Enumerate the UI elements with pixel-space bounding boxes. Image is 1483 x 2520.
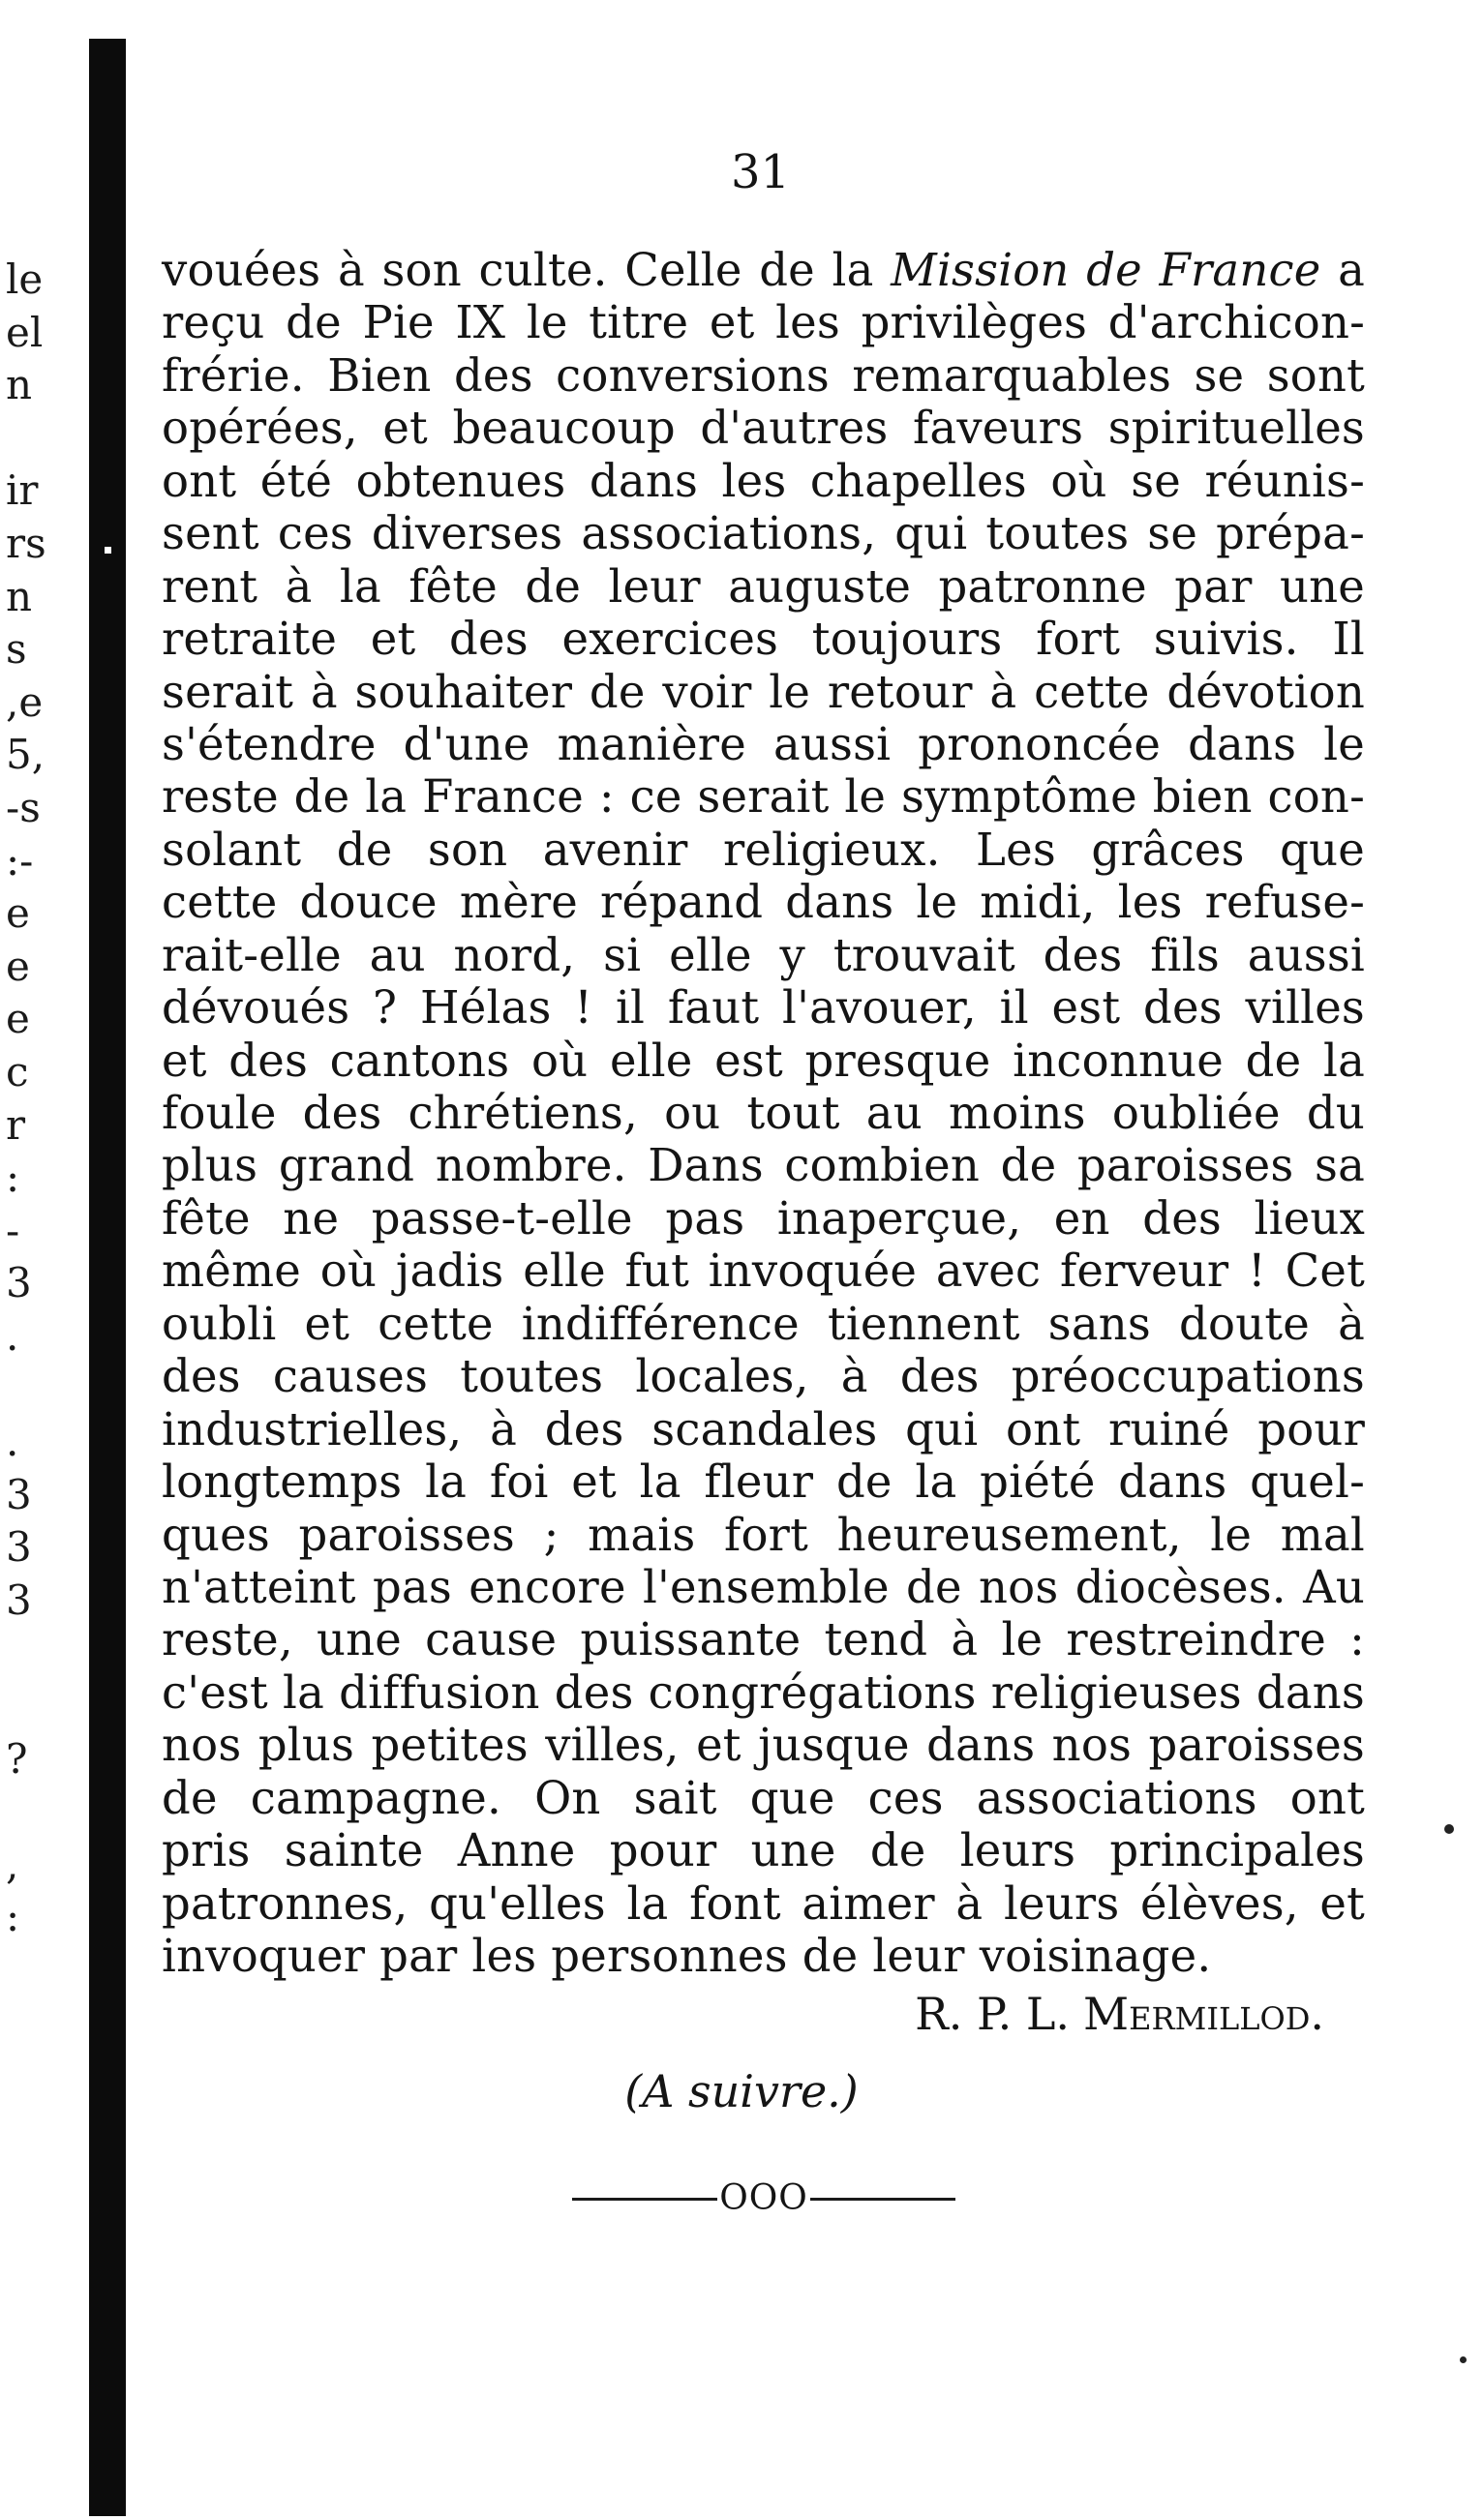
margin-fragment: -s [6, 783, 41, 831]
text-line: cette douce mère répand dans le midi, les refuse- [162, 876, 1365, 929]
text-line: fête ne passe-t-elle pas inaperçue, en des lieux [162, 1191, 1365, 1245]
margin-fragment: 3 [6, 1523, 32, 1572]
text-line: reste de la France : ce serait le symptôme bien con- [162, 770, 1365, 824]
text-line: et des cantons où elle est presque inconnue de la [162, 1034, 1365, 1087]
text-line: foule des chrétiens, ou tout au moins oubliée du [162, 1087, 1365, 1139]
binding-speck [105, 547, 111, 554]
signature-name: Mermillod. [1083, 1988, 1324, 2040]
page-number: 31 [731, 145, 791, 199]
margin-fragment: c [6, 1047, 29, 1095]
text-line: rait-elle au nord, si elle y trouvait des fils aussi [162, 928, 1365, 981]
text-line: pris sainte Anne pour une de leurs principales [162, 1824, 1365, 1877]
text-line: reçu de Pie IX le titre et les privilèges d'archicon- [162, 296, 1365, 349]
margin-fragment [0, 1680, 85, 1733]
margin-fragment: ,e [6, 677, 44, 726]
text-line: industrielles, à des scandales qui ont ruiné pour [162, 1402, 1365, 1455]
margin-fragment: : [6, 1154, 20, 1202]
text-line: s'étendre d'une manière aussi prononcée dans le [162, 717, 1365, 770]
ink-speck [1444, 1824, 1454, 1834]
text-line: retraite et des exercices toujours fort suivis. Il [162, 613, 1365, 666]
text-line: ques paroisses ; mais fort heureusement, le mal [162, 1508, 1365, 1561]
text-line: rent à la fête de leur auguste patronne par une [162, 559, 1365, 613]
margin-fragment: e [6, 889, 30, 938]
margin-fragment: ir [6, 466, 39, 515]
margin-fragment: . [6, 1311, 19, 1360]
binding-edge [89, 39, 126, 2516]
separator-rule-left [572, 2198, 717, 2201]
ink-speck [1460, 2356, 1467, 2363]
margin-fragment: 3 [6, 1575, 32, 1624]
text-line: patronnes, qu'elles la font aimer à leurs élèves, et [162, 1876, 1365, 1930]
separator-text: OOO [719, 2178, 808, 2218]
text-line: de campagne. On sait que ces associations ont [162, 1771, 1365, 1824]
adjacent-page-margin-fragments [0, 254, 85, 1944]
continuation-note: (A suivre.) [624, 2065, 859, 2117]
text-line: longtemps la foi et la fleur de la piété dans quel- [162, 1455, 1365, 1509]
margin-fragment [0, 1627, 85, 1680]
margin-fragment: e [6, 995, 30, 1043]
margin-fragment: ? [6, 1734, 28, 1783]
text-line: des causes toutes locales, à des préoccupations [162, 1350, 1365, 1403]
margin-fragment: , [6, 1840, 19, 1888]
text-line: invoquer par les personnes de leur voisinage. [162, 1930, 1212, 1982]
text-line: c'est la diffusion des congrégations religieuses dans [162, 1665, 1365, 1719]
margin-fragment [0, 412, 85, 465]
margin-fragment: rs [6, 519, 46, 567]
margin-fragment: 3 [6, 1470, 32, 1518]
body-text [162, 244, 1365, 1982]
text-line: reste, une cause puissante tend à le restreindre : [162, 1613, 1365, 1666]
text-line: serait à souhaiter de voir le retour à cette dévotion [162, 665, 1365, 718]
text-line: solant de son avenir religieux. Les grâces que [162, 823, 1365, 876]
text-line: n'atteint pas encore l'ensemble de nos diocèses. Au [162, 1560, 1365, 1613]
signature [0, 1987, 1324, 2041]
text-line: même où jadis elle fut invoquée avec ferveur ! Cet [162, 1245, 1365, 1298]
italic-title: Mission de France [891, 244, 1321, 296]
text-line: frérie. Bien des conversions remarquables se sont [162, 348, 1365, 402]
text-line: oubli et cette indifférence tiennent sans doute à [162, 1297, 1365, 1350]
margin-fragment: s [6, 625, 27, 674]
margin-fragment: : [6, 1893, 20, 1941]
ornament-separator [0, 2177, 1483, 2220]
margin-fragment: e [6, 942, 30, 990]
margin-fragment: 3 [6, 1259, 32, 1307]
margin-fragment: n [6, 361, 33, 409]
text-line: ont été obtenues dans les chapelles où se réunis- [162, 454, 1365, 507]
margin-fragment: . [6, 1418, 19, 1466]
signature-initials: R. P. L. [915, 1988, 1071, 2040]
margin-fragment: 5, [6, 731, 45, 779]
text-line: dévoués ? Hélas ! il faut l'avouer, il est des villes [162, 981, 1365, 1035]
margin-fragment: r [6, 1100, 26, 1149]
margin-fragment: - [6, 1206, 20, 1254]
text-line: plus grand nombre. Dans combien de paroisses sa [162, 1139, 1365, 1192]
text-line: vouées à son culte. Celle de la Mission de France a [162, 244, 1365, 296]
margin-fragment: :- [6, 836, 34, 885]
margin-fragment: n [6, 572, 33, 620]
text-line: nos plus petites villes, et jusque dans nos paroisses [162, 1719, 1365, 1772]
separator-rule-right [810, 2198, 955, 2201]
margin-fragment: le [6, 255, 44, 303]
text-line: opérées, et beaucoup d'autres faveurs spirituelles [162, 402, 1365, 455]
margin-fragment [0, 1785, 85, 1839]
margin-fragment [0, 1363, 85, 1416]
text-line: sent ces diverses associations, qui toutes se prépa- [162, 507, 1365, 560]
margin-fragment: el [6, 308, 44, 356]
